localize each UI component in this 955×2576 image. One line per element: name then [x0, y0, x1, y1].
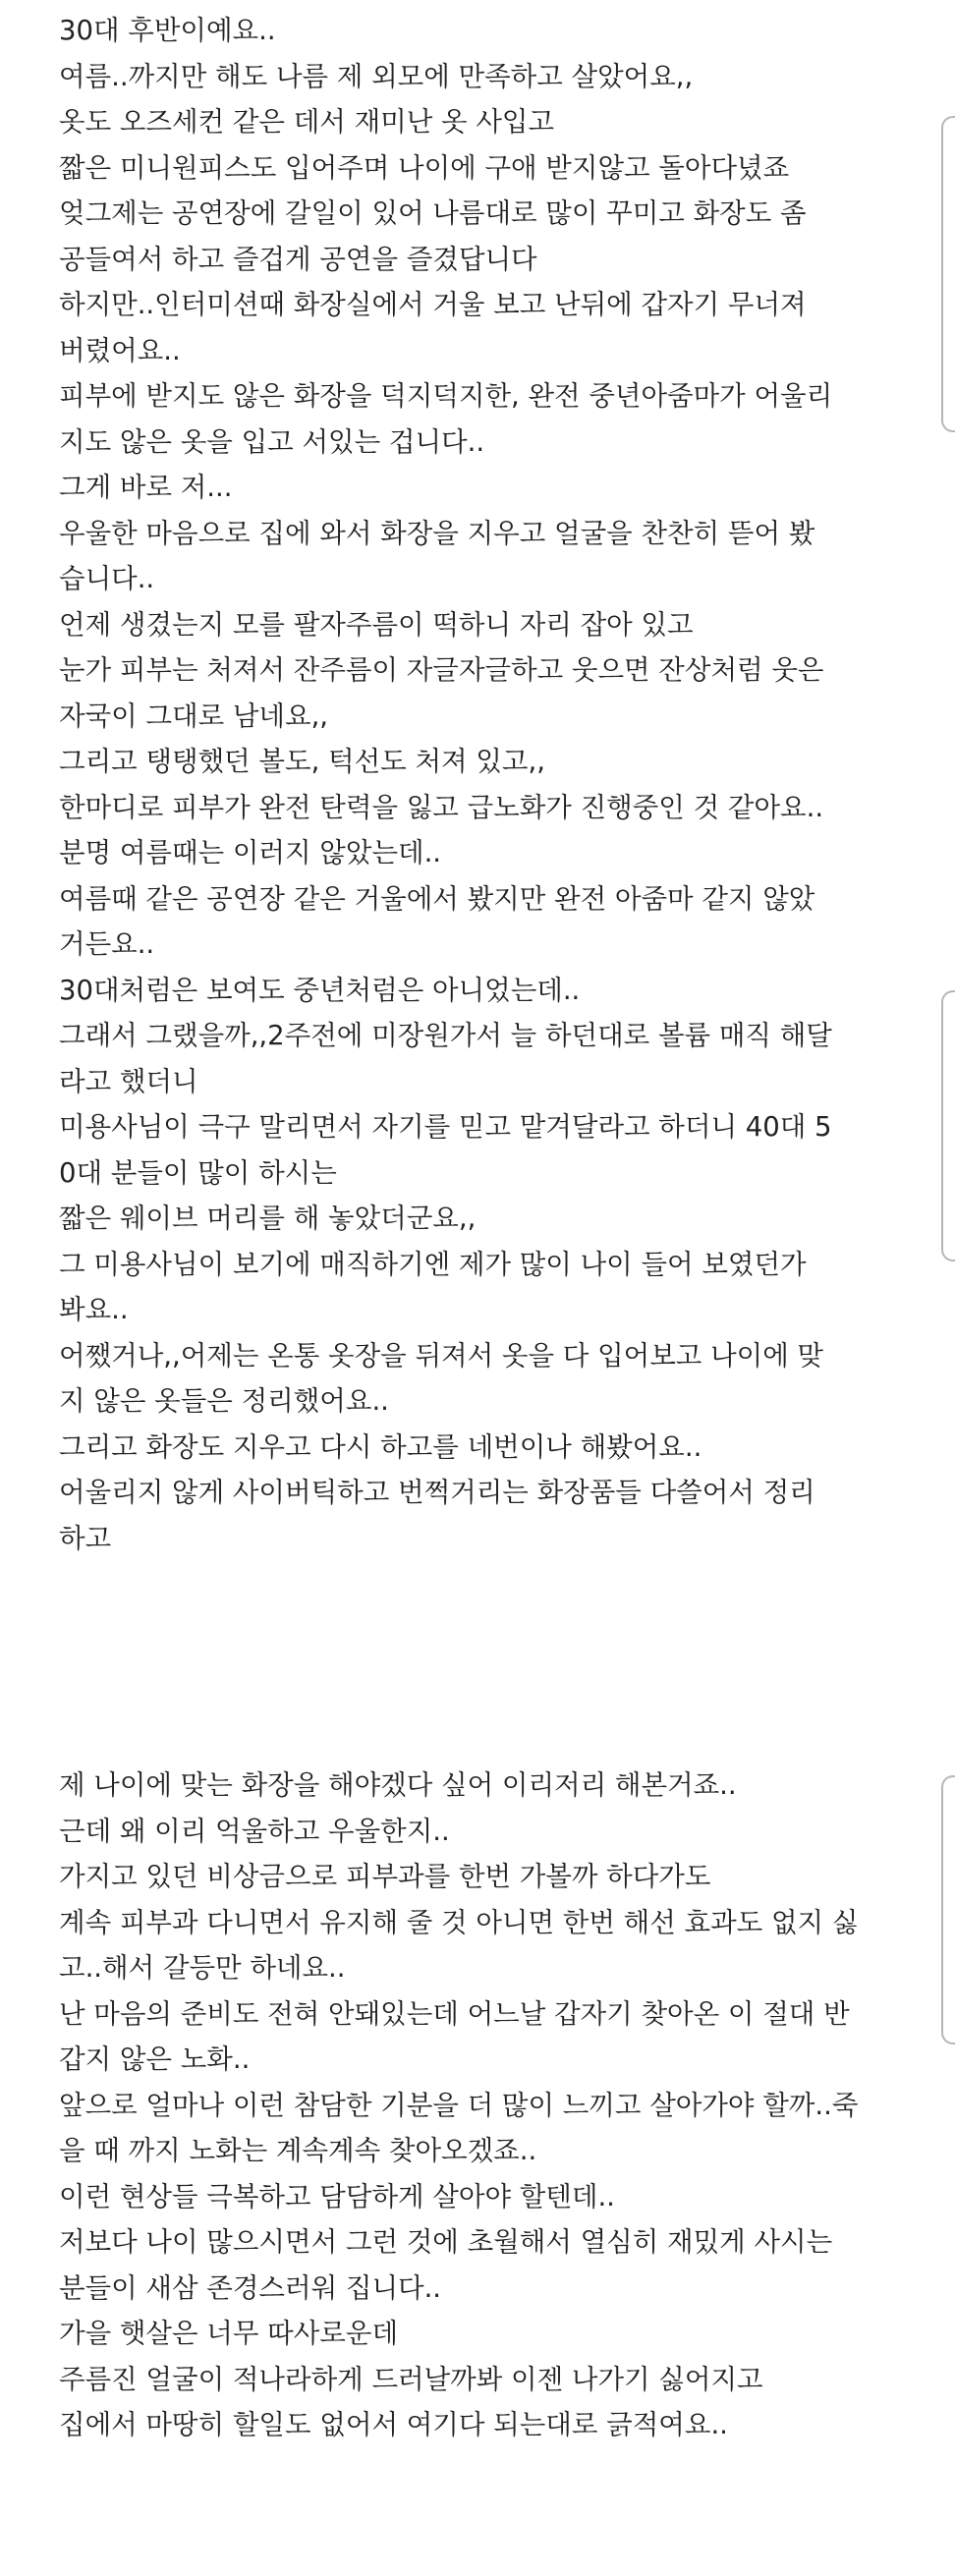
text-line: 제 나이에 맞는 화장을 해야겠다 싶어 이리저리 해본거죠.. — [59, 1769, 737, 1801]
text-line: 가지고 있던 비상금으로 피부과를 한번 가볼까 하다가도 — [59, 1861, 711, 1892]
text-line: 고..해서 갈등만 하네요.. — [59, 1952, 346, 1984]
text-line: 여름때 같은 공연장 같은 거울에서 봤지만 완전 아줌마 같지 않았 — [59, 882, 815, 915]
text-line: 이런 현상들 극복하고 담담하게 살아야 할텐데.. — [59, 2180, 615, 2212]
text-line: 그게 바로 저... — [59, 472, 233, 503]
text-line: 거든요.. — [59, 928, 155, 960]
text-line: 계속 피부과 다니면서 유지해 줄 것 아니면 한번 해선 효과도 없지 싫 — [59, 1906, 859, 1938]
text-line: 미용사님이 극구 말리면서 자기를 믿고 맡겨달라고 하더니 40대 5 — [59, 1111, 832, 1143]
text-line: 여름..까지만 해도 나름 제 외모에 만족하고 살았어요,, — [59, 60, 694, 92]
text-line: 어울리지 않게 사이버틱하고 번쩍거리는 화장품들 다쓸어서 정리 — [59, 1477, 815, 1508]
text-line: 앞으로 얼마나 이런 참담한 기분을 더 많이 느끼고 살아가야 할까..죽 — [59, 2089, 859, 2121]
scroll-handle-bottom[interactable] — [941, 1775, 955, 2044]
post-body-part-1 — [59, 8, 904, 1561]
text-line: 짧은 미니원피스도 입어주며 나이에 구애 받지않고 돌아다녔죠 — [59, 151, 790, 184]
scroll-handle-top[interactable] — [941, 116, 955, 432]
text-line: 을 때 까지 노화는 계속계속 찾아오겠죠.. — [59, 2135, 537, 2166]
text-line: 어쨌거나,,어제는 온통 옷장을 뒤져서 옷을 다 입어보고 나이에 맞 — [59, 1339, 824, 1372]
text-line: 저보다 나이 많으시면서 그런 것에 초월해서 열심히 재밌게 사시는 — [59, 2226, 833, 2258]
text-line: 집에서 마땅히 할일도 없어서 여기다 되는대로 긁적여요.. — [59, 2409, 728, 2440]
text-line: 습니다.. — [59, 563, 155, 594]
text-line: 지도 않은 옷을 입고 서있는 겁니다.. — [59, 425, 485, 458]
text-line: 봐요.. — [59, 1294, 129, 1325]
text-line: 그래서 그랬을까,,2주전에 미장원가서 늘 하던대로 볼륨 매직 해달 — [59, 1020, 832, 1051]
text-line: 우울한 마음으로 집에 와서 화장을 지우고 얼굴을 찬찬히 뜯어 봤 — [59, 517, 815, 549]
text-line: 분들이 새삼 존경스러워 집니다.. — [59, 2271, 442, 2304]
text-line: 자국이 그대로 남네요,, — [59, 700, 329, 732]
text-line: 하지만..인터미션때 화장실에서 거울 보고 난뒤에 갑자기 무너져 — [59, 289, 807, 320]
text-line: 눈가 피부는 처져서 잔주름이 자글자글하고 웃으면 잔상처럼 웃은 — [59, 654, 824, 686]
text-line: 공들여서 하고 즐겁게 공연을 즐겼답니다 — [59, 243, 537, 275]
text-line: 난 마음의 준비도 전혀 안돼있는데 어느날 갑자기 찾아온 이 절대 반 — [59, 1997, 850, 2030]
scroll-handle-middle[interactable] — [941, 990, 955, 1261]
text-line: 주름진 얼굴이 적나라하게 드러날까봐 이젠 나가기 싫어지고 — [59, 2363, 763, 2395]
text-line: 피부에 받지도 않은 화장을 덕지덕지한, 완전 중년아줌마가 어울리 — [59, 380, 833, 412]
text-line: 그 미용사님이 보기에 매직하기엔 제가 많이 나이 들어 보였던가 — [59, 1248, 807, 1280]
text-line: 분명 여름때는 이러지 않았는데.. — [59, 837, 442, 868]
text-line: 0대 분들이 많이 하시는 — [59, 1156, 337, 1189]
text-line: 옷도 오즈세컨 같은 데서 재미난 옷 사입고 — [59, 106, 555, 138]
text-line: 언제 생겼는지 모를 팔자주름이 떡하니 자리 잡아 있고 — [59, 608, 694, 641]
text-line: 30대처럼은 보여도 중년처럼은 아니었는데.. — [59, 974, 581, 1006]
text-line: 하고 — [59, 1522, 112, 1554]
text-line: 한마디로 피부가 완전 탄력을 잃고 급노화가 진행중인 것 같아요.. — [59, 791, 824, 823]
text-line: 라고 했더니 — [59, 1065, 198, 1097]
text-line: 30대 후반이예요.. — [59, 15, 276, 46]
text-line: 근데 왜 이리 억울하고 우울한지.. — [59, 1815, 450, 1847]
text-line: 그리고 탱탱했던 볼도, 턱선도 처져 있고,, — [59, 746, 545, 777]
text-line: 엊그제는 공연장에 갈일이 있어 나름대로 많이 꾸미고 화장도 좀 — [59, 197, 807, 229]
text-line: 그리고 화장도 지우고 다시 하고를 네번이나 해봤어요.. — [59, 1430, 702, 1463]
text-line: 버렸어요.. — [59, 334, 181, 366]
text-line: 짧은 웨이브 머리를 해 놓았더군요,, — [59, 1203, 477, 1234]
text-line: 갑지 않은 노화.. — [59, 2044, 251, 2075]
post-body-part-2 — [59, 1763, 904, 2448]
text-line: 가을 햇살은 너무 따사로운데 — [59, 2318, 399, 2349]
text-line: 지 않은 옷들은 정리했어요.. — [59, 1385, 389, 1417]
